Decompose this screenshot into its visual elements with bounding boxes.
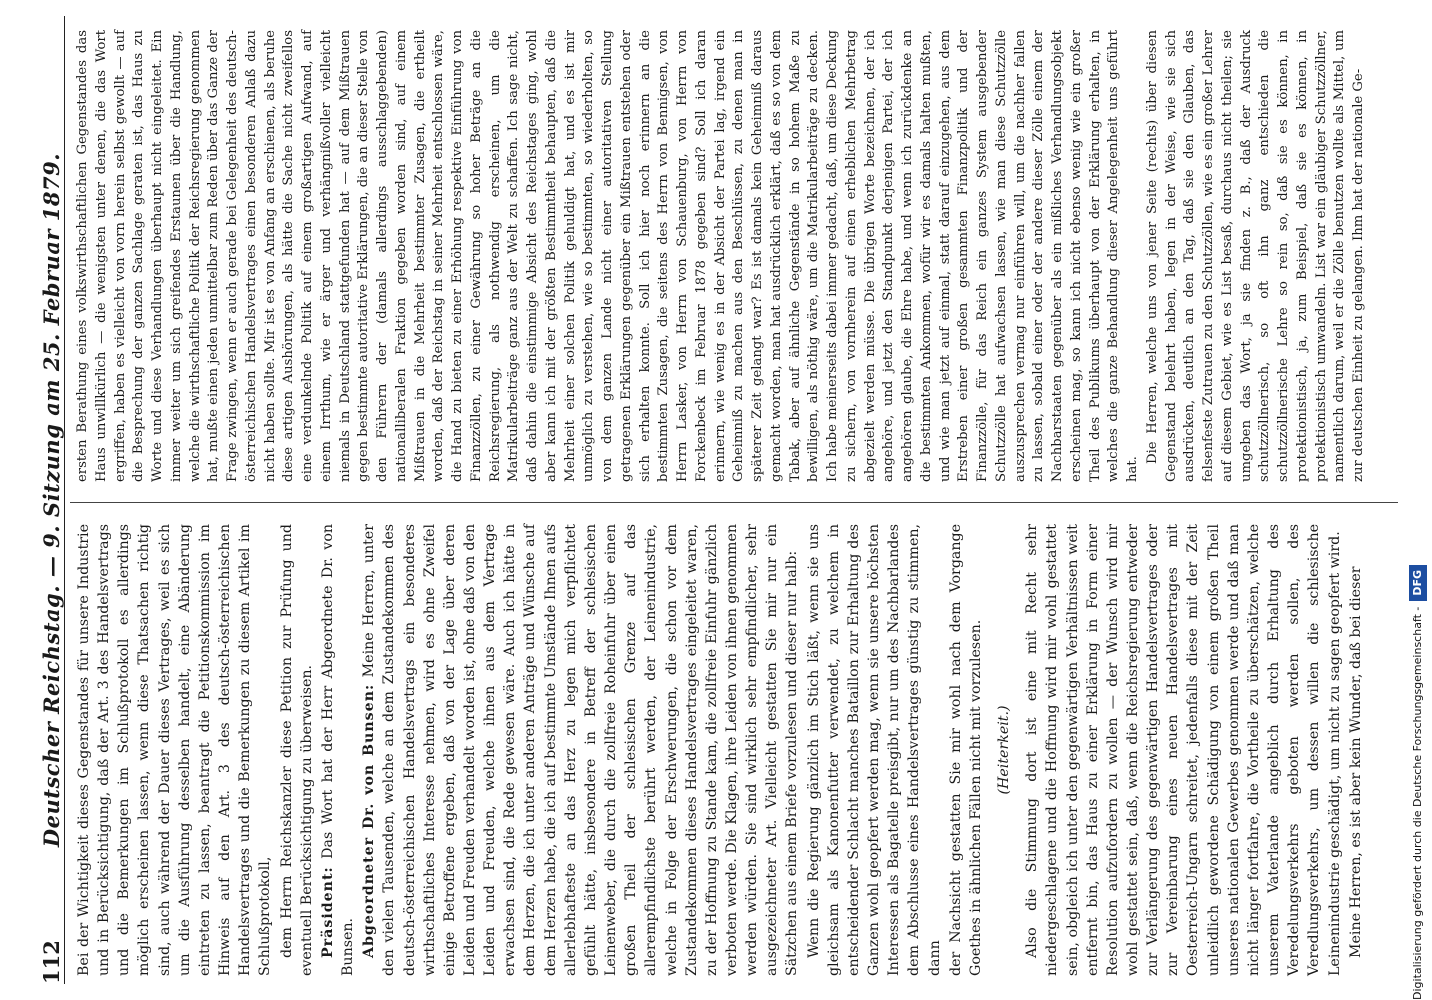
body-paragraph: dem Herrn Reichskanzler diese Petition zur Prüfung und eventuell Berücksichtigung zu überweisen.: [278, 524, 315, 976]
funding-note: [1404, 0, 1432, 1000]
page-header: [20, 16, 65, 984]
page-number: 112: [39, 940, 64, 984]
speech-paragraph: [359, 524, 802, 976]
body-paragraph: ersten Berathung eines volkswirthschaftlichen Gegenstandes das Haus unwillkürlich — die wenigsten unter denen, die das Wort ergriffen, haben es vielleicht von vorn herein selbst gewollt — auf die Besprechung der ganzen Sachlage geraten ist, das Haus zu Worte und diese Verhandlungen überhaupt nicht eingeleitet. Ein immer weiter um sich greifendes Erstaunen über die Handlung, welche die wirthschaftliche Politik der Reichsregierung genommen hat, mußte einen jeden unmittelbar zum Reden über das Ganze der Frage zwingen, wenn er auch gerade bei Gelegenheit des deutsch-österreichischen Handelsvertrages einen besonderen Anlaß dazu nicht haben sollte. Mir ist es von Anfang an erschienen, als beruhe diese artigen Aushörungen, als hätte die Sache nicht zweifellos eine verdunkelnde Politik auf einem großartigen Aufwand, auf einem Irrthum, wie er ärger und verhängnißvoller vielleicht niemals in Deutschland stattgefunden hat — auf dem Mißtrauen gegen bestimmte autoritative Erklärungen, die an dieser Stelle von den Führern der (damals allerdings ausschlaggebenden) nationalliberalen Fraktion gegeben worden sind, auf einem Mißtrauen in die Mehrheit bestimmter Zusagen, die ertheilt worden, daß der Reichstag in seiner Mehrheit entschlossen wäre, die Hand zu bieten zu einer Erhöhung respektive Einführung von Finanzzöllen, zu einer Gewährung so hoher Beträge an die Reichsregierung, als nothwendig erscheinen, um die Matrikularbeiträge ganz aus der Welt zu schaffen. Ich sage nicht, daß dahin die einstimmige Absicht des Reichstages ging, wohl aber kann ich mit der größten Bestimmtheit behaupten, daß die Mehrheit einer solchen Politik gehuldigt hat, und es ist mir unmöglich zu verstehen, wie so bestimmten, so wiederholten, so von dem ganzen Lande nicht einer autoritativen Stellung getragenen Erklärungen gegenüber ein Mißtrauen entstehen oder sich erhalten konnte. Soll ich hier noch erinnern an die bestimmten Zusagen, die seitens des Herrn von Bennigsen, von Herrn Lasker, von Herrn von Schauenburg, von Herrn von Forckenbeck im Februar 1878 gegeben sind? Soll ich daran erinnern, wie wenig es in der Absicht der Partei lag, irgend ein Geheimniß zu machen aus den Beschlüssen, zu denen man in späterer Zeit gelangt war? Es ist damals kein Geheimniß daraus gemacht worden, man hat ausdrücklich erklärt, daß es so von dem Tabak, aber auf ähnliche Gegenstände in so hohem Maße zu bewilligen, als nöthig wäre, um die Matrikularbeiträge zu decken. Ich habe meinerseits dabei immer gedacht, daß, um diese Deckung zu sichern, von vornherein auf einen erheblichen Mehrbetrag abgezielt werden müsse. Die übrigen Worte bezeichnen, der ich angehöre, und jetzt den Standpunkt derjenigen Partei, der ich angehören glaube, die Ehre habe, und wenn ich zurückdenke an die bestimmten Ankommen, wofür wir es damals halten mußten, und wie man jetzt auf einmal, statt darauf einzugehen, aus dem Erstreben einer großen gesammten Finanzpolitik und der Finanzzölle, für das Reich ein ganzes System ausgebender Schutzzölle hat aufwachsen lassen, wie man diese Schutzzölle auszusprechen vermag nur einführen will, um die nachher fallen zu lassen, sobald einer oder der andere dieser Zölle einem der Nachbarstaaten gegenüber als ein mißliches Verhandlungsobjekt erscheinen mag, so kann ich nicht ebenso wenig wie ein großer Theil des Publikums überhaupt von der Erklärung erhalten, in welches die ganze Behandlung dieser Angelegenheit uns geführt hat.: [75, 30, 1140, 482]
right-column: [74, 30, 1402, 482]
body-paragraph: Bei der Wichtigkeit dieses Gegenstandes für unsere Industrie und in Berücksichtigung, daß der Art. 3 des Handelsvertrags und die Bemerkungen im Schlußprotokoll es allerdings möglich erscheinen lassen, wenn diese Thatsachen richtig sind, auch während der Dauer dieses Vertrages, weil es sich um die Ausführung desselben handelt, eine Abänderung eintreten zu lassen, beantragt die Petitionskommission im Hinweis auf den Art. 3 des deutsch-österreichischen Handelsvertrages und die Bemerkungen zu diesem Artikel im Schlußprotokoll,: [76, 524, 274, 976]
body-paragraph: Die Herren, welche uns von jener Seite (rechts) über diesen Gegenstand belehrt haben, legen in der Weise, wie sie sich ausdrücken, deutlich an den Tag, daß sie den Glauben, das felsenfeste Zutrauen zu den Schutzzöllen, wie es ein großer Lehrer auf diesem Gebiet, wie es List besaß, durchaus nicht theilen; sie umgeben das Wort, ja sie finden z. B., daß der Ausdruck schutzzöllnerisch, so oft ihn ganz entschieden die schutzzöllnerische Lehre so rein so, daß sie es können, in protektionistisch, ja, zum Beispiel, daß sie es können, in protektionistisch umwandeln. List war ein gläubiger Schutzzöllner, namentlich darum, weil er die Zölle benutzen wollte als Mittel, um zur deutschen Einheit zu gelangen. Ihm hat der nationale Ge-: [1144, 30, 1366, 482]
column-divider: [70, 502, 1398, 503]
speech-paragraph: [318, 524, 358, 976]
funding-sidebar: [1404, 0, 1432, 1000]
body-paragraph: Wenn die Regierung gänzlich im Stich läßt, wenn sie uns gleichsam als Kanonenfutter verwendet, zu welchem in entscheidender Schlacht manches Bataillon zur Erhaltung des Ganzen wohl geopfert werden mag, wenn sie unsere höchsten Interessen als Bagatelle preisgibt, nur um des Nachbarlandes dem Abschlusse eines Handelsvertrages günstig zu stimmen, dann: [805, 524, 943, 976]
body-paragraph: Also die Stimmung dort ist eine mit Recht sehr niedergeschlagene und die Hoffnung wird mir wohl gestattet sein, obgleich ich unter den gegenwärtigen Verhältnissen weit entfernt bin, das Haus zu einer Erklärung in Form einer Resolution aufzufordern zu wollen — der Wunsch wird mir wohl gestattet sein, daß, wenn die Reichsregierung entweder zur Verlängerung des gegenwärtigen Handelsvertrages oder zur Vereinbarung eines neuen Handelsvertrages mit Oesterreich-Ungarn schreitet, jedenfalls diese mit der Zeit unleidlich gewordene Schädigung von einem großen Theil unseres nationalen Gewerbes genommen werde und daß man nicht länger fortfahre, die Vortheile zu überschätzen, welche unserem Vaterlande angeblich durch Erhaltung des Veredelungsverkehrs geboten werden sollen, des Veredlungsverkehrs, um dessen willen die schlesische Leinenindustrie geschädigt, um nicht zu sagen geopfert wird.: [1024, 524, 1343, 976]
funding-text: Digitalisierung gefördert durch die Deutsche Forschungsgemeinschaft -: [1411, 606, 1424, 1000]
speech-text: Meine Herren, unter den vielen Tausenden, welche an dem Zustandekommen des deutsch-österreichischen Handelsvertrags ein besonderes wirthschaftliches Interesse nehmen, wird es ohne Zweifel einige Betroffene ergeben, daß von der Lage über deren Leiden und Freuden verhandelt worden ist, ohne daß von den Leiden und Freuden, welche ihnen aus dem Vertrage erwachsen sind, die Rede gewesen wäre. Auch ich hätte in dem Herzen, die ich unter anderen Anträge und Wünsche auf dem Herzen habe, die ich auf bestimmte Umstände Ihnen aufs allerlebhafteste an das Herz zu legen mich verpflichtet gefühlt hätte, insbesondere in Betreff der schlesischen Leinenweber, die durch die zollfreie Roheinfuhr über einen großen Theil der schlesischen Grenze auf das allerempfindlichste berührt werden, der Leinenindustrie, welche in Folge der Erschwerungen, die schon vor dem Zustandekommen dieses Handelsvertrages eingeleitet waren, zu der Hoffnung zu Stande kam, die zollfreie Einfuhr gänzlich verboten werde. Die Klagen, ihre Leiden von ihnen genommen werden würden. Sie sind wirklich sehr empfindlicher, sehr ausgezeichneter Art. Vielleicht gestatten Sie mir nur ein Sätzchen aus einem Briefe vorzulesen und dieser nur halb:: [361, 524, 801, 976]
body-paragraph: der Nachsicht gestatten Sie mir wohl nach dem Vorgange Goethes in ähnlichen Fällen nicht mit vorzulesen.: [947, 524, 984, 976]
speaker-label: Abgeordneter Dr. von Bunsen:: [361, 683, 378, 958]
speaker-label: Präsident:: [319, 866, 336, 958]
stage-direction: (Heiterkeit.): [996, 705, 1013, 795]
speech-text: Das Wort hat der Herr Abgeordnete Dr. von Bunsen.: [319, 524, 357, 976]
left-column: [74, 524, 1402, 976]
running-title: Deutscher Reichstag. — 9. Sitzung am 25. Februar 1879.: [39, 152, 64, 848]
dfg-logo: DFG: [1409, 565, 1427, 601]
body-paragraph: Meine Herren, es ist aber kein Wunder, daß bei dieser: [1347, 566, 1364, 958]
